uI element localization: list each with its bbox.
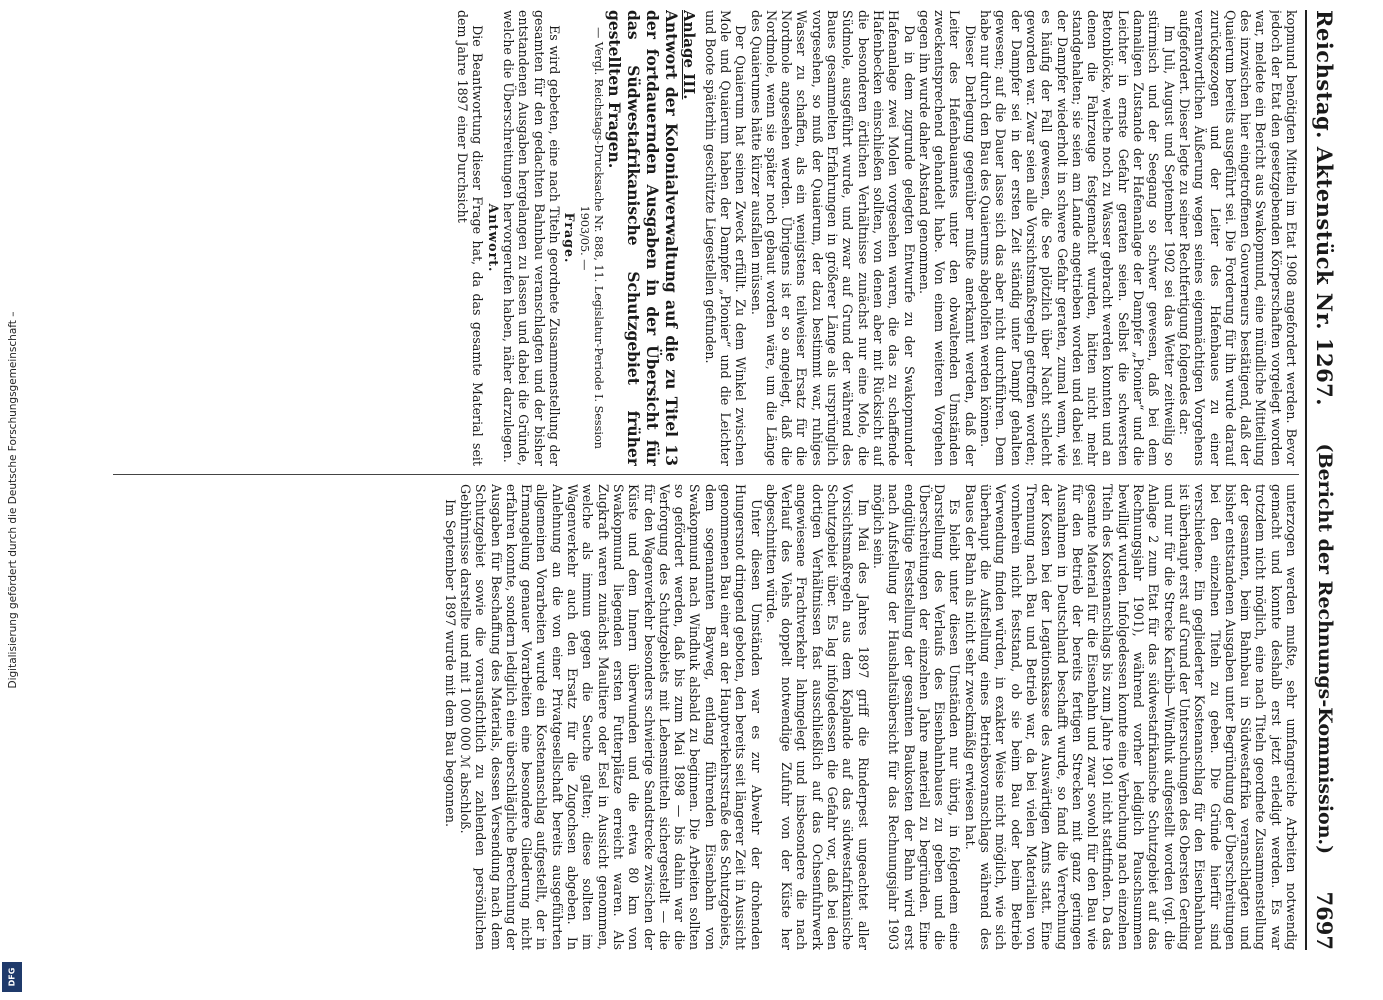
credit-text: Digitalisierung gefördert durch die Deutsche Forschungsgemeinschaft – — [7, 311, 19, 689]
question-label: Frage. — [562, 212, 578, 264]
header-title: Reichstag. Aktenstück Nr. 1267. — [1312, 10, 1338, 407]
paragraph: Im Mai des Jahres 1897 griff die Rinderpest ungeachtet aller Vorsichtsmaßregeln aus dem Kaplande auf das südwestafrikanische Schutzgebiet über. Es lag infolgedessen die Gefahr vor, daß bei den dortigen Verhältnissen fast ausschließlich auf das Ochsenfuhrwerk angewiesene Frachtverkehr lahmgelegt und insbesondere die nach Verlauf des Viehs doppelt notwendige Zufuhr von der Küste her abgeschnitten würde. — [763, 484, 871, 950]
paragraph: unterzogen werden mußte, sehr umfangreiche Arbeiten notwendig gemacht und konnte deshalb erst jetzt erledigt werden. Es war trotzdem nicht möglich, eine nach Titeln geordnete Zusammenstellung der gesamten, beim Bahnbau in Südwestafrika veranschlagten und bisher entstandenen Ausgaben unter Begründung der Überschreitungen bei den einzelnen Titeln zu geben. Die Gründe hierfür sind verschiedene. Ein gegliederter Kostenanschlag für den Eisenbahnbau ist überhaupt erst auf Grund der Untersuchungen des Obersten Gerding und nur für die Strecke Karibib—Windhuk aufgestellt worden (vgl. die Anlage 2 zum Etat für das südwestafrikanische Schutzgebiet auf das Rechnungsjahr 1901), während vorher lediglich Pauschsummen bewilligt wurden. Infolgedessen konnte eine Verbuchung nach einzelnen Titeln des Kostenanschlags bis zum Jahre 1901 nicht stattfinden. Da das gesamte Material für die Eisenbahn und zwar sowohl für den Bau wie für den Betrieb der bereits fertigen Strecken mit ganz geringen Ausnahmen in Deutschland beschafft wurde, so fand die Verrechnung der Kosten bei der Legationskasse des Auswärtigen Amts statt. Eine Trennung nach Bau und Betrieb war, da bei vielen Materialien von vornherein nicht feststand, ob sie beim Bau oder beim Betrieb Verwendung finden würden, in exakter Weise nicht möglich, wie sich überhaupt die Aufstellung eines Betriebsvoranschlags während des Baues der Bahn als nicht sehr zweckmäßig erwiesen hat. — [962, 484, 1299, 950]
paragraph: kopmund benötigten Mitteln im Etat 1908 angefordert werden. Bevor jedoch der Etat den gesetzgebenden Körperschaften vorgelegt worden war, meldete ein Bericht aus Swakopmund, eine mündliche Mitteilung des inzwischen hier eingetroffenen Gouverneurs bestätigend, daß der Quaierum bereits ausgeführt sei. Die Forderung für ihn wurde darauf zurückgezogen und der Leiter des Hafenbaues zu einer verantwortlichen Äußerung wegen seines eigenmächtigen Vorgehens aufgefordert. Dieser legte zu seiner Rechtfertigung folgendes dar: — [1176, 10, 1299, 466]
column-divider — [113, 474, 1299, 475]
paragraph: Im September 1897 wurde mit dem Bau begonnen. — [442, 499, 458, 827]
answer-text: Die Beantwortung dieser Frage hat, da das gesamte Material seit dem Jahre 1897 einer Durchsicht — [455, 10, 486, 466]
paragraph: Dieser Darlegung gegenüber mußte anerkannt werden, daß der Leiter des Hafenbauamtes unter den obwaltenden Umständen zweckentsprechend gehandelt habe. Von einem weiteren Vorgehen gegen ihn wurde daher Abstand genommen. — [916, 10, 978, 466]
paragraph: Im Juli, August und September 1902 sei das Wetter zeitweilig so stürmisch und der Seegang so schwer gewesen, daß bei dem damaligen Zustande der Hafenanlage der Dampfer „Pionier“ und die Leichter in ernste Gefahr geraten seien. Selbst die schwersten Betonblöcke, welche noch zu Wasser gebracht werden konnten und an denen die Fahrzeuge festgemacht wurden, hätten nicht mehr standgehalten; sie seien am Lande angetrieben worden und dabei sei der Dampfer wiederholt in schwere Gefahr geraten, zumal wenn, wie es häufig der Fall gewesen, die See plötzlich über Nacht schlecht geworden war. Zwar seien alle Vorsichtsmaßregeln getroffen worden; der Dampfer sei in der ersten Zeit ständig unter Dampf gehalten gewesen; auf die Dauer lasse sich das aber nicht durchführen. Dem habe nur durch den Bau des Quaierums abgeholfen werden können. — [978, 10, 1177, 466]
dfg-logo-text: DFG — [7, 967, 17, 987]
paragraph: Es bleibt unter diesen Umständen nur übrig, in folgendem eine Darstellung des Verlaufs des Eisenbahnbaues zu geben und die Überschreitungen der einzelnen Jahre materiell zu begründen. Eine endgültige Feststellung der gesamten Baukosten der Bahn wird erst nach Aufstellung der Haushaltsübersicht für das Rechnungsjahr 1903 möglich sein. — [870, 484, 963, 950]
paragraph: Unter diesen Umständen war es zur Abwehr der drohenden Hungersnot dringend geboten, den bereits seit längerer Zeit in Aussicht genommenen Bau einer an der Hauptverkehrsstraße des Schutzgebiets, dem sogenannten Bayweg, entlang führenden Eisenbahn von Swakopmund nach Windhuk alsbald zu beginnen. Die Arbeiten sollten so gefördert werden, daß bis zum Mai 1898 — bis dahin war die Verforgung des Schutzgebiets mit Lebensmitteln sichergestellt — die für den Wagenverkehr besonders schwierige Sandstrecke zwischen der Küste und dem Innern überwunden und die etwa 80 km von Swakopmund liegenden ersten Futterplätze erreicht waren. Als Zugkraft waren zunächst Maultiere oder Esel in Aussicht genommen, welche als immun gegen die Seuche galten; diese sollten im Wagenverkehr auch den Ersatz für die Zugochsen abgeben. In Anlehnung an die von einer Privatgesellschaft bereits ausgeführten allgemeinen Vorarbeiten wurde ein Kostenanschlag aufgestellt, der in Ermangelung genauer Vorarbeiten eine besondere Gliederung nicht erfahren konnte, sondern lediglich eine überschlägliche Berechnung der Ausgaben für Beschaffung des Materials, dessen Versendung nach dem Schutzgebiet sowie die vorausfichtlich zu zahlenden persönlichen Gebührnisse darstellte und mit 1 000 000 ℳ abschloß. — [457, 484, 764, 950]
paragraph: Da in dem zugrunde gelegten Entwurfe zu der Swakopmunder Hafenanlage zwei Molen vorgesehen waren, die das zu schaffende Hafenbecken einschließen sollten, von denen aber mit Rücksicht auf die besonderen örtlichen Verhältnisse zunächst nur eine Mole, die Südmole, ausgeführt wurde, und zwar auf Grund der während des Baues gesammelten Erfahrungen in größerer Länge als ursprünglich vorgesehen, so muß der Quaierum, der dazu bestimmt war, ruhiges Wasser zu schaffen, als ein wenigstens teilweiser Ersatz für die Nordmole angesehen werden. Übrigens ist er so angelegt, daß die Nordmole, wenn sie später noch gebaut worden wäre, um die Länge des Quaierumes hätte kürzer ausfallen müssen. — [748, 10, 917, 466]
page-header — [1305, 10, 1343, 950]
paragraph: Der Quaierum hat seinen Zweck erfüllt. Zu dem Winkel zwischen Mole und Quaierum haben der Dampfer „Pionier“ und die Leichter und Boote späterhin geschützte Liegestellen gefunden. — [702, 10, 749, 466]
right-column — [111, 484, 1299, 950]
question-text: Es wird gebeten, eine nach Titeln geordnete Zusammenstellung der gesamten für den gedachten Bahnbau veranschlagten und der bisher entstandenen Ausgaben hergelangen zu lassen und dabei die Gründe, welche die Überschreitungen hervorgerufen haben, näher darzulegen. — [500, 10, 562, 466]
answer-label: Antwort. — [485, 203, 501, 273]
page-number: 7697 — [1312, 891, 1338, 950]
appendix-heading: Anlage III. — [680, 10, 699, 100]
reference-note: — Vergl. Reichstags-Drucksache Nr. 888, 11. Legislatur-Periode I. Session 1903/05. — — [578, 27, 606, 449]
section-title: Antwort der Kolonialverwaltung auf die zu Titel 13 der fortdauernden Ausgaben in der Übersicht für das Südwestafrikanische Schutzgebiet früher gestellten Fragen. — [605, 10, 682, 466]
left-column — [111, 10, 1299, 466]
document-scan — [103, 10, 1343, 950]
header-subtitle: (Bericht der Rechnungs-Kommission.) — [1314, 443, 1336, 855]
